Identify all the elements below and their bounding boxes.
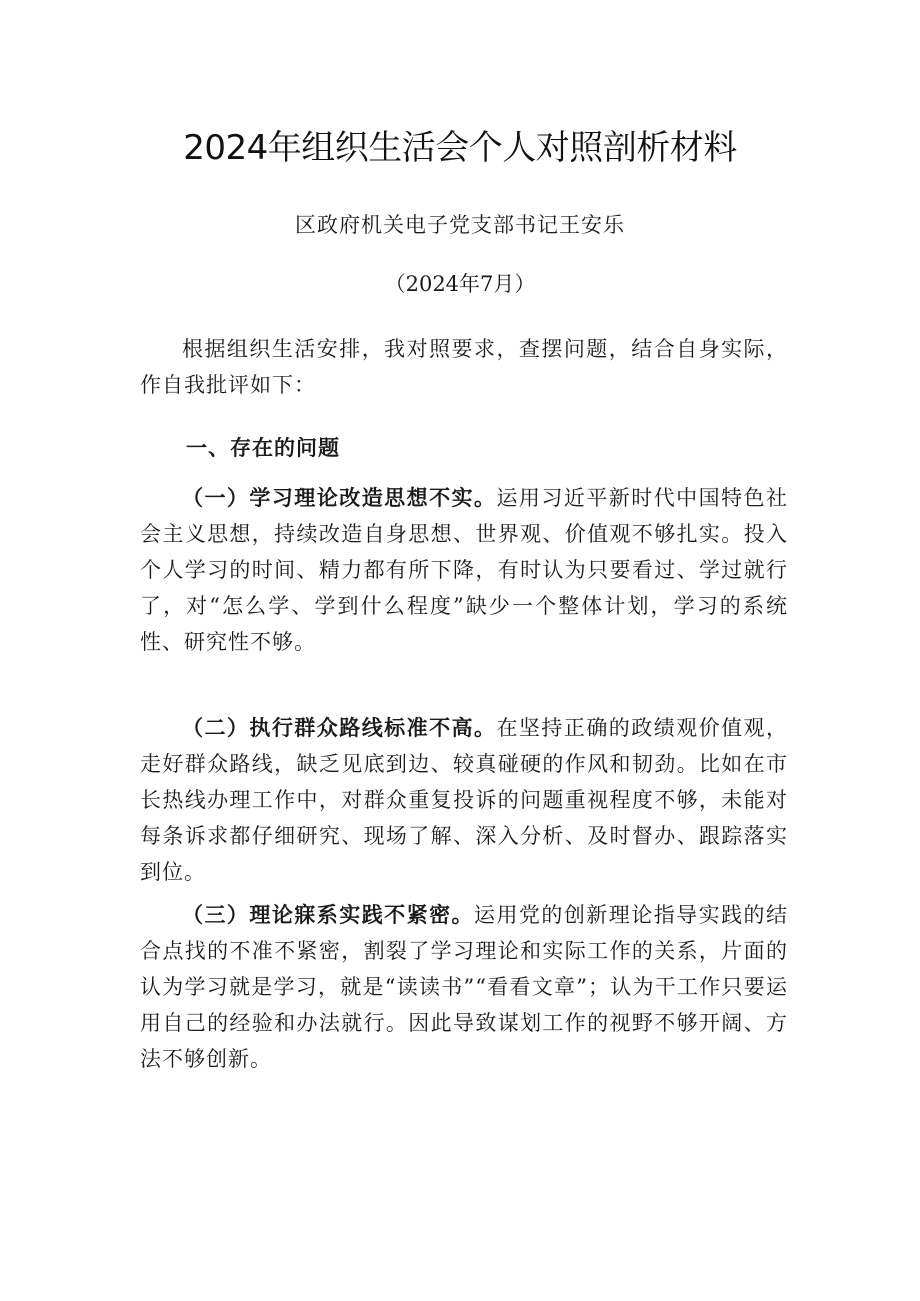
section-heading: 一、存在的问题 <box>186 435 340 460</box>
issue-paragraph-1 <box>140 480 788 660</box>
document-date: （2024年7月） <box>384 272 536 296</box>
issue-body-2: 在坚持正确的政绩观价值观，走好群众路线，缺乏见底到边、较真碰硬的作风和韧劲。比如在市长热线办理工作中，对群众重复投诉的问题重视程度不够，未能对每条诉求都仔细研究、现场了解、深入分析、及时督办、跟踪落实到位。 <box>140 716 789 884</box>
author-line: 区政府机关电子党支部书记王安乐 <box>295 213 625 237</box>
issue-paragraph-2 <box>140 710 788 890</box>
issue-lead-1: （一）学习理论改造思想不实。 <box>182 485 497 510</box>
issue-paragraph-3 <box>140 897 788 1077</box>
issue-body-1: 运用习近平新时代中国特色社会主义思想，持续改造自身思想、世界观、价值观不够扎实。投入个人学习的时间、精力都有所下降，有时认为只要看过、学过就行了，对“怎么学、学到什么程度”缺少一个整体计划，学习的系统性、研究性不够。 <box>140 486 789 654</box>
document-title: 2024年组织生活会个人对照剖析材料 <box>183 128 737 168</box>
issue-lead-2: （二）执行群众路线标准不高。 <box>182 715 497 740</box>
issue-body-3: 运用党的创新理论指导实践的结合点找的不准不紧密，割裂了学习理论和实际工作的关系，片面的认为学习就是学习，就是“读读书”“看看文章”；认为干工作只要运用自己的经验和办法就行。因此导致谋划工作的视野不够开阔、方法不够创新。 <box>140 903 788 1071</box>
intro-paragraph: 根据组织生活安排，我对照要求，查摆问题，结合自身实际，作自我批评如下： <box>140 337 788 397</box>
issue-lead-3: （三）理论寐系实践不紧密。 <box>182 902 474 927</box>
